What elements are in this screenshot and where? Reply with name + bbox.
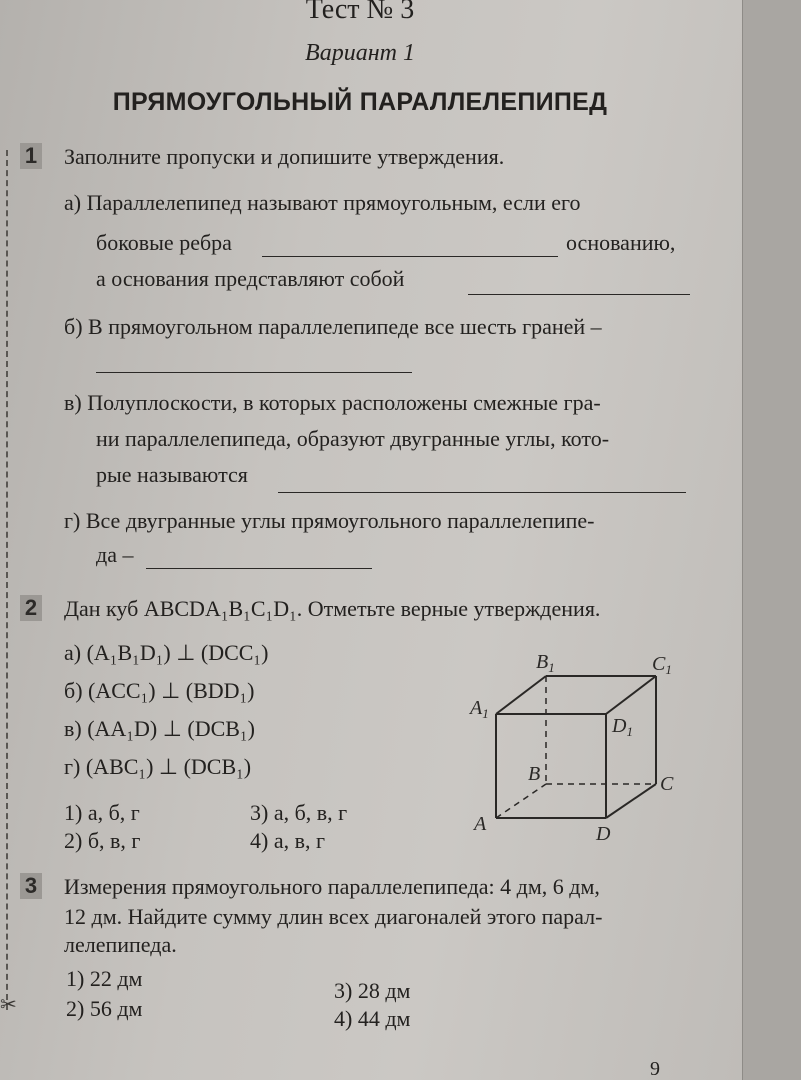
cube-diagram [460, 640, 720, 860]
q1-d-blank[interactable] [146, 568, 372, 569]
label-D1: $D_1$ [612, 715, 633, 739]
q1-b-blank[interactable] [96, 372, 412, 373]
q2-prompt: Дан куб ABCDA₁B₁C₁D₁. Отметьте верные утверждения. [64, 596, 601, 621]
q3-line3: лелепипеда. [64, 932, 177, 957]
q1-a-line3: а основания представляют собой [96, 266, 405, 291]
q2-answer-2[interactable]: 2) б, в, г [64, 828, 141, 853]
label-A1: $A_1$ [470, 697, 489, 721]
q1-prompt: Заполните пропуски и допишите утверждения. [64, 144, 505, 169]
topic-title: ПРЯМОУГОЛЬНЫЙ ПАРАЛЛЕЛЕПИПЕД [112, 88, 608, 116]
edge-AB [496, 784, 546, 818]
q3-answer-1[interactable]: 1) 22 дм [66, 966, 143, 991]
question-number-2: 2 [20, 595, 42, 621]
q2-option-d[interactable]: г) (ABC₁) ⊥ (DCB₁) [64, 754, 252, 779]
q2-option-b[interactable]: б) (ACC₁) ⊥ (BDD₁) [64, 678, 255, 703]
q1-c-line3: рые называются [96, 462, 248, 487]
q2-option-c[interactable]: в) (AA₁D) ⊥ (DCB₁) [64, 716, 255, 741]
question-number-3: 3 [20, 873, 42, 899]
q3-line2: 12 дм. Найдите сумму длин всех диагоналей этого парал- [64, 904, 603, 929]
q3-answer-3[interactable]: 3) 28 дм [334, 978, 411, 1003]
q1-c-line2: ни параллелепипеда, образуют двугранные углы, кото- [96, 426, 610, 451]
label-B: B [528, 763, 541, 785]
test-title: Тест № 3 [305, 0, 415, 25]
q3-answer-4[interactable]: 4) 44 дм [334, 1006, 411, 1031]
q2-answer-1[interactable]: 1) а, б, г [64, 800, 140, 825]
q1-c-line1: в) Полуплоскости, в которых расположены смежные гра- [64, 390, 601, 415]
edge-DC [606, 784, 656, 818]
page-edge [742, 0, 801, 1080]
q2-option-a[interactable]: а) (A₁B₁D₁) ⊥ (DCC₁) [64, 640, 269, 665]
label-C1: $C_1$ [652, 653, 672, 677]
q3-answer-2[interactable]: 2) 56 дм [66, 996, 143, 1021]
q2-answer-3[interactable]: 3) а, б, в, г [250, 800, 348, 825]
q1-a-line1: а) Параллелепипед называют прямоугольным, если его [64, 190, 581, 215]
label-A: A [474, 813, 487, 835]
page-number: 9 [650, 1058, 660, 1080]
q1-d-line2: да – [96, 542, 134, 567]
q1-a-line2-start: боковые ребра [96, 230, 232, 255]
q1-d-line1: г) Все двугранные углы прямоугольного параллелепипе- [64, 508, 595, 533]
q1-b-line1: б) В прямоугольном параллелепипеде все шесть граней – [64, 314, 602, 339]
question-number-1: 1 [20, 143, 42, 169]
q2-answer-4[interactable]: 4) а, в, г [250, 828, 326, 853]
label-D: D [596, 823, 611, 845]
q1-a-blank1[interactable] [262, 256, 558, 257]
q1-a-line2-end: основанию, [566, 230, 676, 255]
q1-c-blank[interactable] [278, 492, 686, 493]
label-B1: $B_1$ [536, 651, 555, 675]
edge-D1C1 [606, 676, 656, 714]
label-C: C [660, 773, 674, 795]
variant-label: Вариант 1 [305, 40, 415, 66]
edge-A1B1 [496, 676, 546, 714]
q1-a-blank2[interactable] [468, 294, 690, 295]
cut-line [6, 150, 8, 1010]
scissors-icon: ✂ [0, 994, 17, 1016]
q3-line1: Измерения прямоугольного параллелепипеда: 4 дм, 6 дм, [64, 874, 600, 899]
